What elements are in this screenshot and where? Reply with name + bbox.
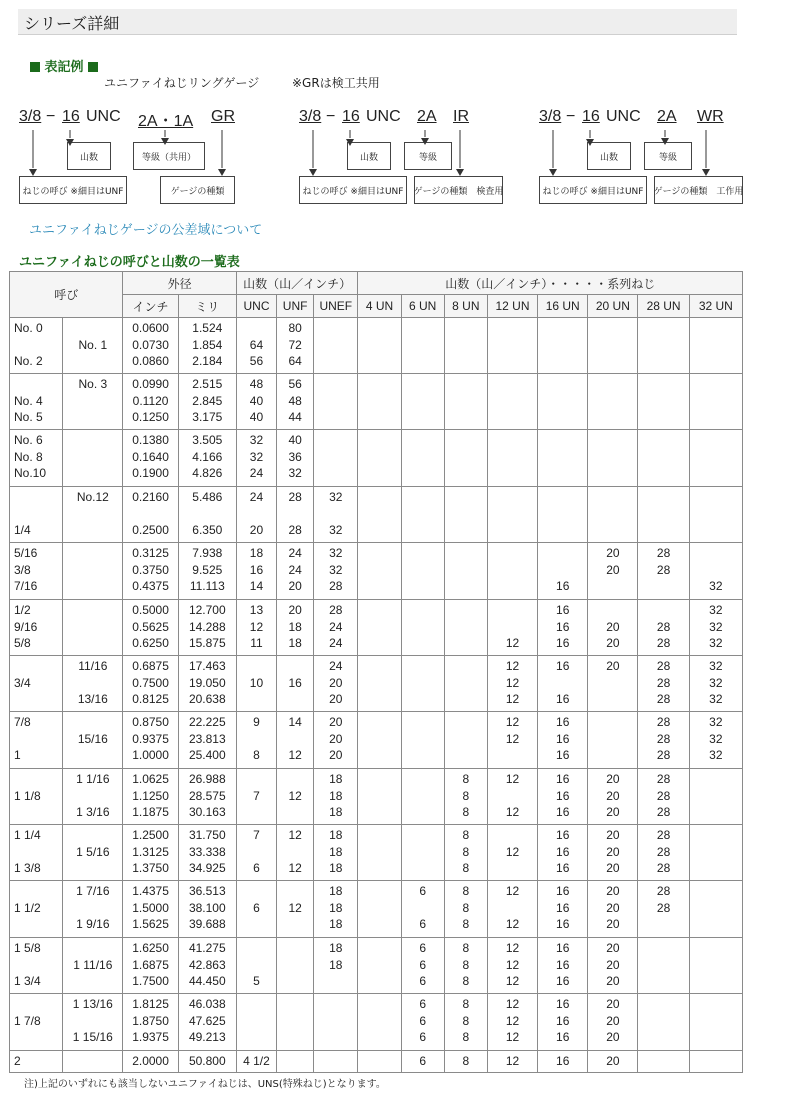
call-minor (63, 600, 123, 656)
series-value (401, 656, 444, 712)
header-mm: ミリ (178, 295, 236, 318)
unef-value: 20 20 20 (314, 712, 358, 769)
unc-value: 64 56 (236, 318, 276, 374)
unef-value (314, 430, 358, 487)
header-series-20un: 20 UN (588, 295, 638, 318)
series-value (638, 487, 689, 543)
series-value (358, 430, 401, 487)
series-value: 20 (588, 1051, 638, 1073)
series-value: 16 16 16 (538, 825, 588, 881)
series-value: 6 6 6 (401, 994, 444, 1051)
call-minor: 1 7/16 1 9/16 (63, 881, 123, 938)
header-call: 呼び (10, 272, 123, 318)
series-value (358, 600, 401, 656)
unef-value (314, 374, 358, 430)
mm-value: 26.988 28.575 30.163 (178, 769, 236, 825)
unf-value: 40 36 32 (277, 430, 314, 487)
unc-text: UNC (606, 108, 641, 125)
series-value (444, 374, 487, 430)
unf-value (277, 994, 314, 1051)
series-value (689, 994, 742, 1051)
series-value: 8 8 8 (444, 825, 487, 881)
series-value (358, 1051, 401, 1073)
series-value (358, 881, 401, 938)
inch-value: 2.0000 (123, 1051, 178, 1073)
header-series-4un: 4 UN (358, 295, 401, 318)
unf-value (277, 938, 314, 994)
unf-value: 12 12 (277, 825, 314, 881)
series-value: 16 16 (538, 656, 588, 712)
header-series-8un: 8 UN (444, 295, 487, 318)
call-major: No. 6 No. 8 No.10 (10, 430, 63, 487)
call-major: 2 (10, 1051, 63, 1073)
call-major: 1 5/8 1 3/4 (10, 938, 63, 994)
inch-value: 1.8125 1.8750 1.9375 (123, 994, 178, 1051)
series-value: 16 16 16 (538, 994, 588, 1051)
series-value (538, 487, 588, 543)
unf-value: 12 (277, 881, 314, 938)
series-value (444, 600, 487, 656)
gauge-type-box: ゲージの種類 工作用 (654, 176, 743, 204)
series-value: 20 20 20 (588, 938, 638, 994)
class-text: 2A (657, 108, 677, 125)
gauge-type-box: ゲージの種類 (160, 176, 235, 204)
gauge-type-text: IR (453, 108, 469, 125)
dash-text: − (326, 108, 336, 125)
notation-note: ※GRは検工共用 (292, 76, 380, 90)
series-value: 20 (588, 656, 638, 712)
series-value (358, 994, 401, 1051)
mm-value: 12.700 14.288 15.875 (178, 600, 236, 656)
series-value (444, 712, 487, 769)
footnote: 注)上記のいずれにも該当しないユニファイねじは、UNS(特殊ねじ)となります。 (24, 1079, 386, 1090)
series-value (401, 430, 444, 487)
unef-value: 18 18 18 (314, 881, 358, 938)
series-value: 32 32 32 (689, 712, 742, 769)
series-value (401, 487, 444, 543)
series-value (487, 543, 537, 600)
thread-count-box: 山数 (587, 142, 631, 170)
call-minor: 1 13/16 1 15/16 (63, 994, 123, 1051)
table-row (10, 825, 743, 881)
series-value (358, 938, 401, 994)
class-box: 等級 (404, 142, 452, 170)
series-value: 32 (689, 543, 742, 600)
header-series-16un: 16 UN (538, 295, 588, 318)
call-major: 1 1/8 (10, 769, 63, 825)
series-value: 20 20 (588, 543, 638, 600)
series-value: 16 16 16 (538, 881, 588, 938)
unf-value (277, 1051, 314, 1073)
dash-text: − (566, 108, 576, 125)
notation-title-text: 表記例 (44, 60, 84, 75)
header-outer-diameter: 外径 (123, 272, 236, 295)
series-value (358, 712, 401, 769)
thread-count-box: 山数 (347, 142, 391, 170)
series-value (689, 881, 742, 938)
inch-value: 0.3125 0.3750 0.4375 (123, 543, 178, 600)
series-value: 8 8 8 (444, 881, 487, 938)
inch-value: 0.5000 0.5625 0.6250 (123, 600, 178, 656)
series-value (588, 374, 638, 430)
series-value: 16 (538, 543, 588, 600)
header-series-6un: 6 UN (401, 295, 444, 318)
unc-value: 10 (236, 656, 276, 712)
unf-value: 20 18 18 (277, 600, 314, 656)
series-value: 16 16 16 (538, 769, 588, 825)
series-value: 20 20 20 (588, 994, 638, 1051)
series-value (487, 318, 537, 374)
unef-value (314, 994, 358, 1051)
unc-value: 18 16 14 (236, 543, 276, 600)
thread-count-text: 16 (342, 108, 360, 125)
unf-value: 56 48 44 (277, 374, 314, 430)
unef-value: 24 20 20 (314, 656, 358, 712)
call-minor: 1 1/16 1 3/16 (63, 769, 123, 825)
series-value: 28 28 (638, 600, 689, 656)
inch-value: 1.4375 1.5000 1.5625 (123, 881, 178, 938)
series-value: 28 28 28 (638, 825, 689, 881)
mm-value: 17.463 19.050 20.638 (178, 656, 236, 712)
header-tpi: 山数（山／インチ） (236, 272, 358, 295)
call-major: No. 4 No. 5 (10, 374, 63, 430)
unc-value: 13 12 11 (236, 600, 276, 656)
call-major: 1 7/8 (10, 994, 63, 1051)
table-row (10, 938, 743, 994)
series-value: 16 16 16 (538, 712, 588, 769)
series-value (401, 318, 444, 374)
series-value (689, 318, 742, 374)
series-value: 8 (444, 1051, 487, 1073)
series-value (638, 374, 689, 430)
series-value (588, 712, 638, 769)
series-value (588, 487, 638, 543)
unc-value: 9 8 (236, 712, 276, 769)
gauge-type-text: WR (697, 108, 724, 125)
series-value (638, 318, 689, 374)
mm-value: 5.486 6.350 (178, 487, 236, 543)
unf-value: 28 28 (277, 487, 314, 543)
series-value: 32 32 32 (689, 656, 742, 712)
unef-value: 32 32 (314, 487, 358, 543)
unef-value: 32 32 28 (314, 543, 358, 600)
notation-subtitle: ユニファイねじリングゲージ (104, 76, 260, 90)
call-minor: 1 5/16 (63, 825, 123, 881)
call-major: No. 0 No. 2 (10, 318, 63, 374)
series-value: 12 12 12 (487, 938, 537, 994)
mm-value: 31.750 33.338 34.925 (178, 825, 236, 881)
series-value: 28 28 (638, 543, 689, 600)
thread-count-text: 16 (62, 108, 80, 125)
series-value: 8 8 8 (444, 994, 487, 1051)
call-major: 1 1/2 (10, 881, 63, 938)
series-value: 20 20 20 (588, 881, 638, 938)
series-value (401, 825, 444, 881)
table-row (10, 994, 743, 1051)
series-value (358, 318, 401, 374)
call-major: 5/16 3/8 7/16 (10, 543, 63, 600)
series-value (444, 318, 487, 374)
call-box: ねじの呼び ※細目はUNF (19, 176, 127, 204)
unf-value: 80 72 64 (277, 318, 314, 374)
series-value: 6 6 6 (401, 938, 444, 994)
series-value (588, 318, 638, 374)
unf-value: 16 (277, 656, 314, 712)
gauge-type-text: GR (211, 108, 235, 125)
series-value (538, 374, 588, 430)
series-value (444, 430, 487, 487)
header-unc: UNC (236, 295, 276, 318)
call-box: ねじの呼び ※細目はUNF (539, 176, 647, 204)
table-row (10, 374, 743, 430)
call-minor: 1 11/16 (63, 938, 123, 994)
series-value (538, 318, 588, 374)
unc-value: 7 (236, 769, 276, 825)
header-unf: UNF (277, 295, 314, 318)
table-title: ユニファイねじの呼びと山数の一覧表 (19, 255, 240, 270)
series-value (588, 430, 638, 487)
series-value (689, 769, 742, 825)
call-major: 7/8 1 (10, 712, 63, 769)
series-value (638, 938, 689, 994)
series-value (689, 487, 742, 543)
call-minor: No.12 (63, 487, 123, 543)
unc-text: UNC (86, 108, 121, 125)
series-value (638, 1051, 689, 1073)
table-row (10, 543, 743, 600)
series-value (487, 374, 537, 430)
series-value: 32 32 32 (689, 600, 742, 656)
call-minor (63, 430, 123, 487)
call-minor: 15/16 (63, 712, 123, 769)
unc-value (236, 994, 276, 1051)
mm-value: 46.038 47.625 49.213 (178, 994, 236, 1051)
table-row (10, 487, 743, 543)
unc-value: 4 1/2 (236, 1051, 276, 1073)
series-value: 20 20 20 (588, 769, 638, 825)
unef-value: 18 18 18 (314, 825, 358, 881)
dash-text: − (46, 108, 56, 125)
inch-value: 0.0600 0.0730 0.0860 (123, 318, 178, 374)
table-row (10, 656, 743, 712)
table-row (10, 712, 743, 769)
series-value: 28 28 28 (638, 656, 689, 712)
inch-value: 0.0990 0.1120 0.1250 (123, 374, 178, 430)
series-value: 12 12 12 (487, 656, 537, 712)
unef-value: 18 18 (314, 938, 358, 994)
call-box: ねじの呼び ※細目はUNF (299, 176, 407, 204)
series-value: 12 (487, 825, 537, 881)
series-value: 12 12 (487, 881, 537, 938)
tolerance-link[interactable]: ユニファイねじゲージの公差域について (29, 223, 263, 238)
series-value: 12 (487, 600, 537, 656)
series-value: 8 8 8 (444, 769, 487, 825)
thread-count-box: 山数 (67, 142, 111, 170)
unc-value: 7 6 (236, 825, 276, 881)
class-box: 等級 (644, 142, 692, 170)
series-value (358, 769, 401, 825)
gauge-type-box: ゲージの種類 検査用 (414, 176, 503, 204)
mm-value: 2.515 2.845 3.175 (178, 374, 236, 430)
series-value (401, 543, 444, 600)
series-value (689, 430, 742, 487)
series-value (689, 374, 742, 430)
series-value (638, 430, 689, 487)
series-value (444, 543, 487, 600)
inch-value: 1.2500 1.3125 1.3750 (123, 825, 178, 881)
series-value: 28 28 28 (638, 769, 689, 825)
series-value: 12 12 12 (487, 994, 537, 1051)
unc-value: 32 32 24 (236, 430, 276, 487)
series-value: 28 28 (638, 881, 689, 938)
inch-value: 0.2160 0.2500 (123, 487, 178, 543)
call-minor: No. 3 (63, 374, 123, 430)
unef-value: 18 18 18 (314, 769, 358, 825)
mm-value: 41.275 42.863 44.450 (178, 938, 236, 994)
series-value (401, 600, 444, 656)
call-major: 1/2 9/16 5/8 (10, 600, 63, 656)
series-value (444, 656, 487, 712)
series-value (638, 994, 689, 1051)
series-value (487, 487, 537, 543)
unef-value (314, 318, 358, 374)
mm-value: 3.505 4.166 4.826 (178, 430, 236, 487)
series-value (358, 825, 401, 881)
call-major: 3/4 (10, 656, 63, 712)
series-value: 16 16 16 (538, 938, 588, 994)
inch-value: 0.8750 0.9375 1.0000 (123, 712, 178, 769)
table-row (10, 1051, 743, 1073)
unc-value: 24 20 (236, 487, 276, 543)
series-value (358, 543, 401, 600)
thread-diameter-text: 3/8 (539, 108, 562, 125)
series-value: 20 20 20 (588, 825, 638, 881)
mm-value: 7.938 9.525 11.113 (178, 543, 236, 600)
series-value (444, 487, 487, 543)
call-major: 1 1/4 1 3/8 (10, 825, 63, 881)
series-value (689, 825, 742, 881)
mm-value: 36.513 38.100 39.688 (178, 881, 236, 938)
series-value (538, 430, 588, 487)
unc-value: 48 40 40 (236, 374, 276, 430)
unc-text: UNC (366, 108, 401, 125)
class-text: 2A・1A (138, 113, 194, 130)
series-value (358, 487, 401, 543)
series-value (487, 430, 537, 487)
mm-value: 50.800 (178, 1051, 236, 1073)
header-series-12un: 12 UN (487, 295, 537, 318)
call-minor (63, 543, 123, 600)
inch-value: 1.6250 1.6875 1.7500 (123, 938, 178, 994)
series-value: 12 12 (487, 712, 537, 769)
call-minor: No. 1 (63, 318, 123, 374)
thread-diameter-text: 3/8 (299, 108, 322, 125)
series-value: 6 6 (401, 881, 444, 938)
series-value: 16 (538, 1051, 588, 1073)
header-inch: インチ (123, 295, 178, 318)
inch-value: 0.6875 0.7500 0.8125 (123, 656, 178, 712)
inch-value: 1.0625 1.1250 1.1875 (123, 769, 178, 825)
thread-count-text: 16 (582, 108, 600, 125)
call-minor (63, 1051, 123, 1073)
class-box: 等級（共用） (133, 142, 205, 170)
table-row (10, 769, 743, 825)
unf-value: 24 24 20 (277, 543, 314, 600)
unf-value: 14 12 (277, 712, 314, 769)
series-value (401, 769, 444, 825)
unf-value: 12 (277, 769, 314, 825)
call-major: 1/4 (10, 487, 63, 543)
diagram-arrows (0, 0, 790, 215)
header-unef: UNEF (314, 295, 358, 318)
class-text: 2A (417, 108, 437, 125)
thread-diameter-text: 3/8 (19, 108, 42, 125)
series-value (401, 712, 444, 769)
table-row (10, 881, 743, 938)
series-value: 20 20 (588, 600, 638, 656)
header-series-28un: 28 UN (638, 295, 689, 318)
mm-value: 1.524 1.854 2.184 (178, 318, 236, 374)
unef-value (314, 1051, 358, 1073)
series-value (401, 374, 444, 430)
table-row (10, 600, 743, 656)
unified-thread-table (9, 271, 743, 1073)
table-row (10, 430, 743, 487)
inch-value: 0.1380 0.1640 0.1900 (123, 430, 178, 487)
call-minor: 11/16 13/16 (63, 656, 123, 712)
table-row (10, 318, 743, 374)
header-series-32un: 32 UN (689, 295, 742, 318)
series-value: 28 28 28 (638, 712, 689, 769)
unc-value: 5 (236, 938, 276, 994)
section-title: シリーズ詳細 (24, 14, 120, 33)
series-value: 8 8 8 (444, 938, 487, 994)
series-value: 6 (401, 1051, 444, 1073)
mm-value: 22.225 23.813 25.400 (178, 712, 236, 769)
series-value (689, 938, 742, 994)
series-value: 12 (487, 1051, 537, 1073)
series-value (689, 1051, 742, 1073)
header-series: 山数（山／インチ）・・・・・系列ねじ (358, 272, 743, 295)
series-value (358, 656, 401, 712)
series-value (358, 374, 401, 430)
series-value: 16 16 16 (538, 600, 588, 656)
series-value: 12 12 (487, 769, 537, 825)
unef-value: 28 24 24 (314, 600, 358, 656)
unc-value: 6 (236, 881, 276, 938)
